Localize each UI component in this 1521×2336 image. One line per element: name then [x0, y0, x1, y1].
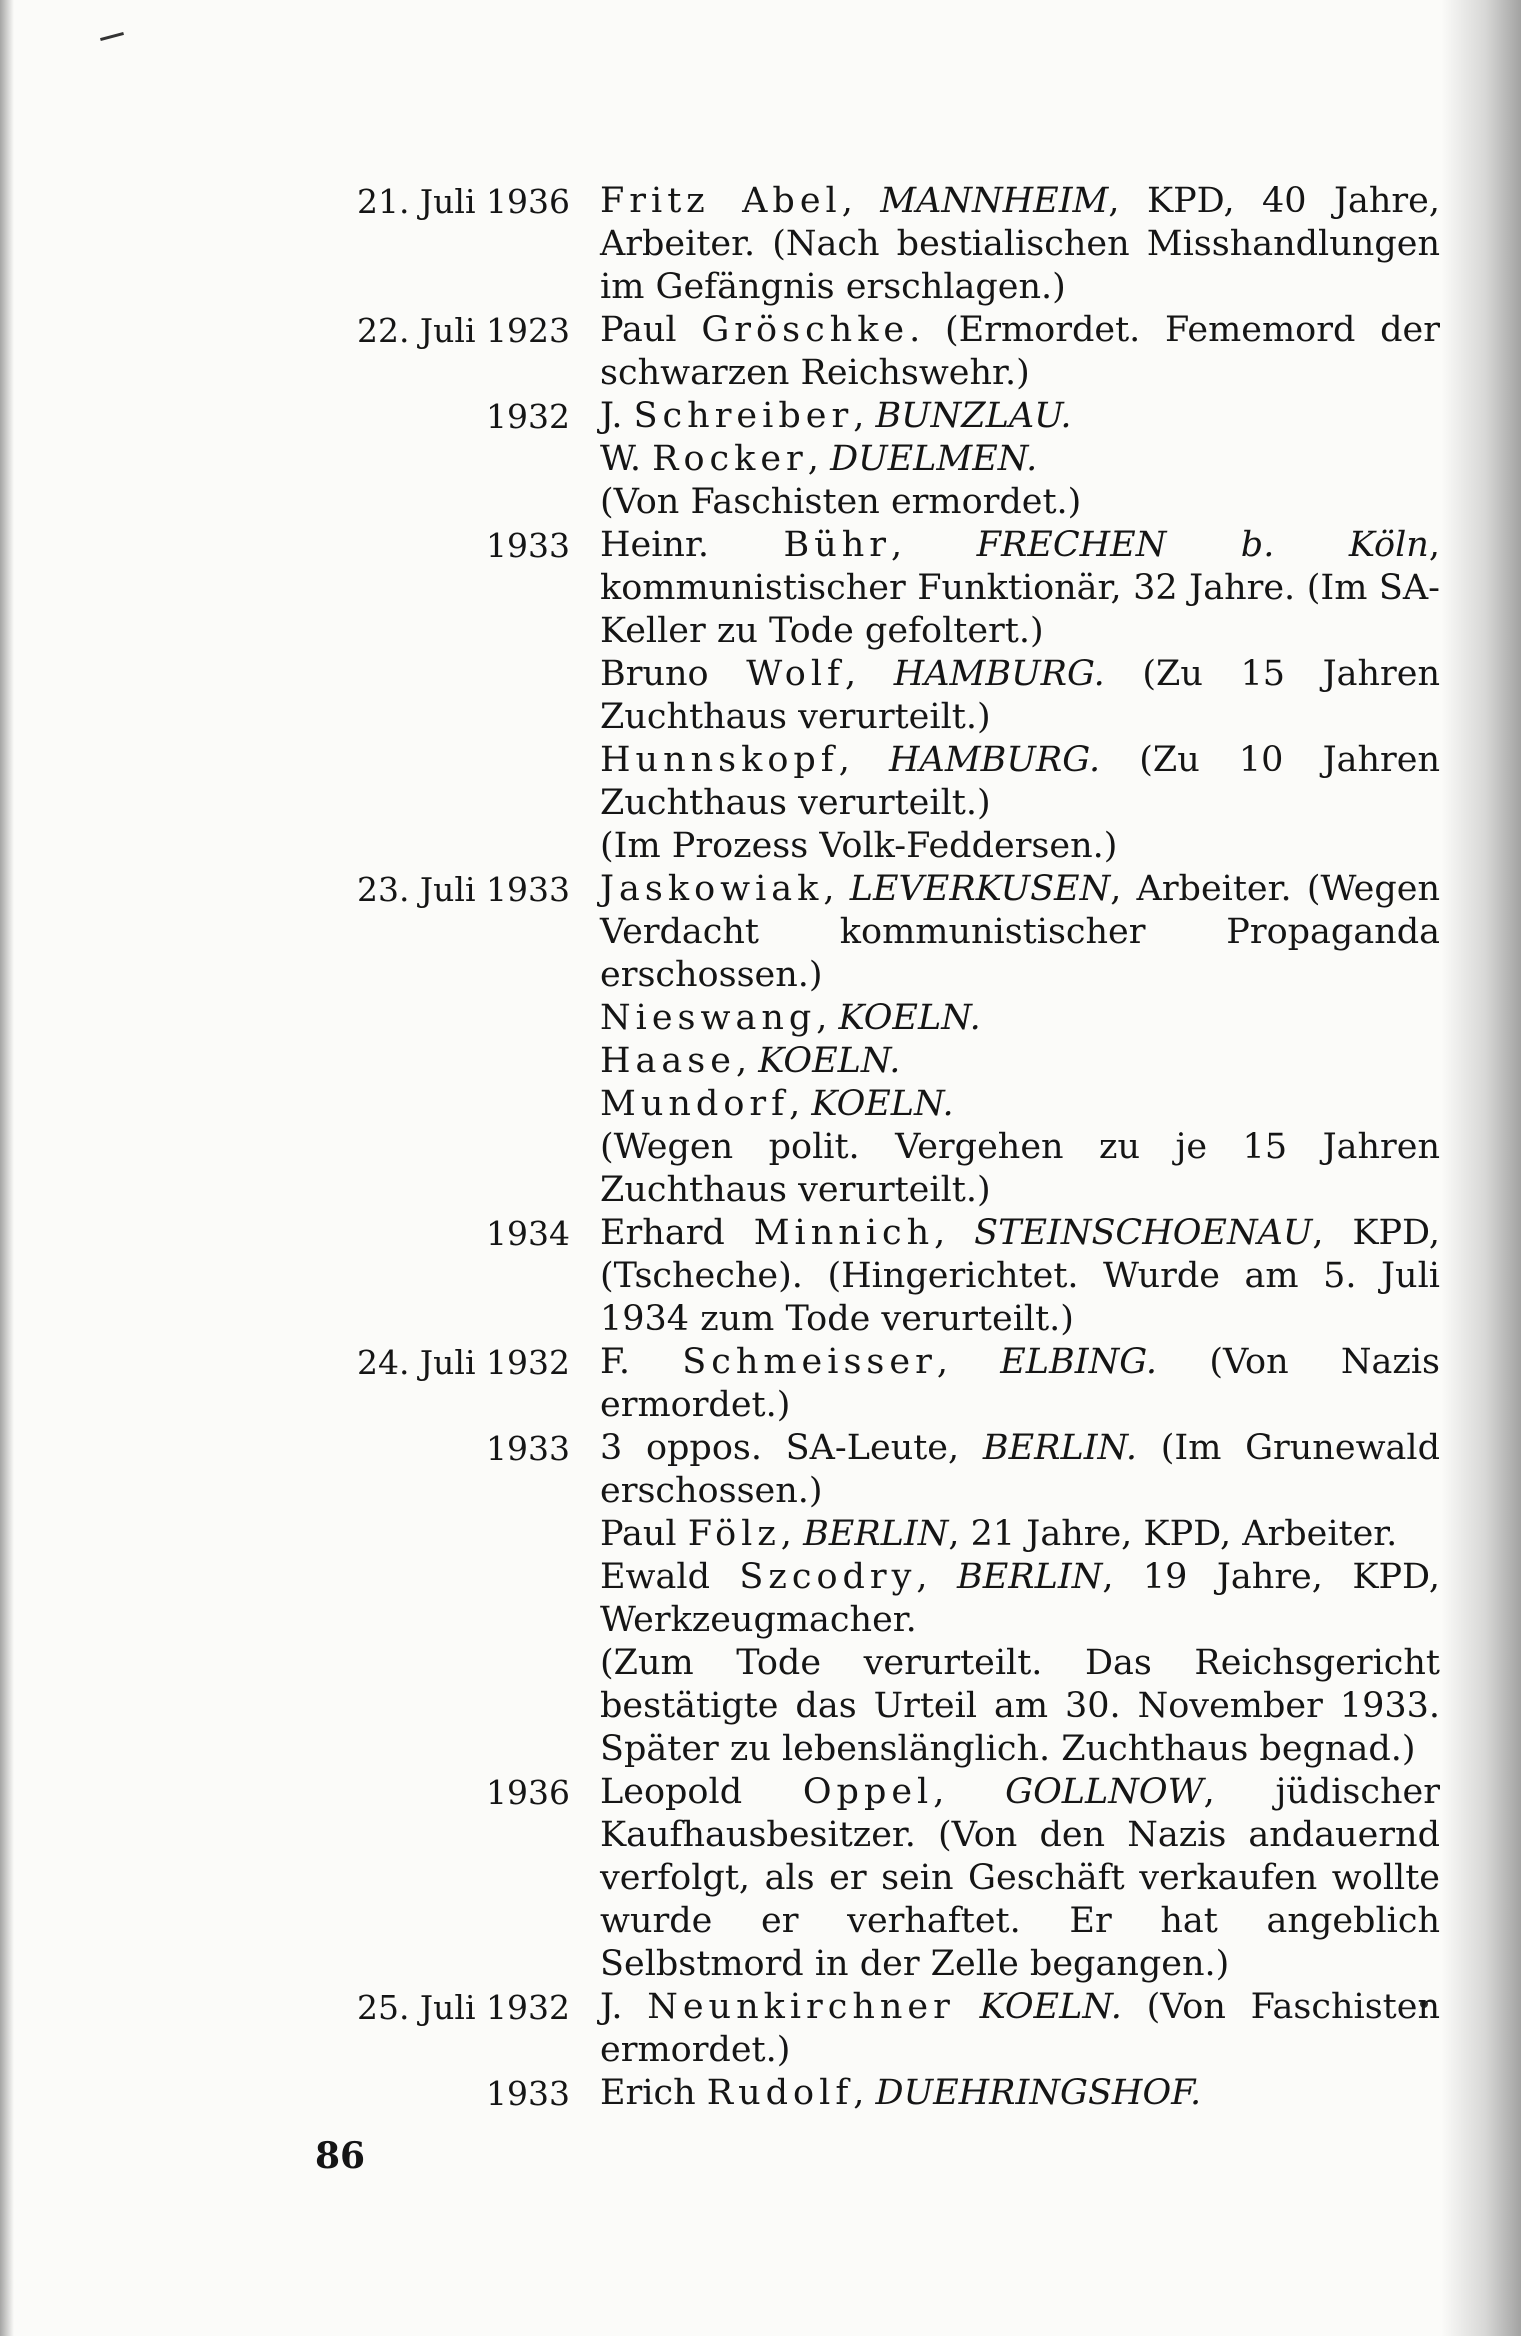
- entry-text-fragment: ,: [891, 525, 977, 565]
- entry-text-fragment: 3 oppos. SA-Leute,: [600, 1428, 983, 1468]
- entry-text: [600, 1513, 1440, 1556]
- entry-text-fragment: ,: [823, 869, 850, 909]
- entry-text-fragment: Erhard: [600, 1213, 754, 1253]
- chronicle-entry: [290, 1126, 1450, 1212]
- chronicle-entry: [290, 1083, 1450, 1126]
- entry-text: [600, 1771, 1440, 1986]
- entry-text-fragment: (Wegen polit. Vergehen zu je 15 Jahren Zuchthaus verurteilt.): [600, 1127, 1440, 1210]
- entry-text: [600, 1212, 1440, 1341]
- place-name: ELBING.: [1000, 1342, 1158, 1382]
- entry-text-fragment: Bruno: [600, 654, 747, 694]
- chronicle-entry: [290, 395, 1450, 438]
- entry-text-fragment: ,: [789, 1084, 812, 1124]
- chronicle-entry: [290, 739, 1450, 825]
- entry-text-fragment: (Von Nazis ermordet.): [600, 1342, 1440, 1425]
- entry-text-fragment: , 19 Jahre, KPD, Werkzeugmacher.: [600, 1557, 1440, 1640]
- chronicle-entry: [290, 1771, 1450, 1986]
- entry-date: 1936: [486, 1773, 570, 1812]
- entry-text: [600, 438, 1440, 481]
- place-name: HAMBURG.: [893, 654, 1105, 694]
- entry-text: [600, 309, 1440, 395]
- person-name: Minnich: [753, 1213, 935, 1253]
- entry-text-fragment: ,: [853, 2073, 876, 2113]
- chronicle-entry: [290, 2072, 1450, 2115]
- entry-date: 1934: [486, 1214, 570, 1253]
- entry-text: [600, 1341, 1440, 1427]
- place-name: BERLIN.: [982, 1428, 1138, 1468]
- place-name: GOLLNOW: [1005, 1772, 1204, 1812]
- scan-edge-right: [1441, 0, 1521, 2336]
- chronicle-entry: [290, 1556, 1450, 1642]
- entry-text: [600, 997, 1440, 1040]
- entry-date: 1933: [486, 2074, 570, 2113]
- entry-text-fragment: [955, 1987, 980, 2027]
- entry-text-fragment: , kommunistischer Funktionär, 32 Jahre. (Im SA-Keller zu Tode gefoltert.): [600, 525, 1440, 651]
- entry-text: [600, 1126, 1440, 1212]
- chronicle-entry: [290, 868, 1450, 997]
- entry-text-fragment: . (Ermordet. Fememord der schwarzen Reichswehr.): [600, 310, 1440, 393]
- person-name: Rocker: [652, 439, 808, 479]
- page-number: 86: [315, 2135, 366, 2177]
- place-name: DUELMEN.: [830, 439, 1038, 479]
- chronicle-entry: [290, 653, 1450, 739]
- entry-text-fragment: J.: [600, 396, 634, 436]
- entry-text: [600, 1642, 1440, 1771]
- entry-text-fragment: Erich: [600, 2073, 707, 2113]
- entry-text-fragment: , Arbeiter. (Wegen Verdacht kommunistischer Propaganda erschossen.): [600, 869, 1440, 995]
- place-name: BUNZLAU.: [875, 396, 1072, 436]
- entry-text-fragment: ,: [841, 181, 881, 221]
- person-name: Hunnskopf: [600, 740, 839, 780]
- chronicle-entry: [290, 825, 1450, 868]
- chronicle-entry: [290, 1986, 1450, 2072]
- entry-text-fragment: (Im Prozess Volk-Feddersen.): [600, 826, 1118, 866]
- entry-text: [600, 868, 1440, 997]
- entry-date: 1932: [486, 397, 570, 436]
- entry-text-fragment: , KPD, (Tscheche). (Hingerichtet. Wurde am 5. Juli 1934 zum Tode verurteilt.): [600, 1213, 1440, 1339]
- entry-text: [600, 1427, 1440, 1513]
- entry-text-fragment: ,: [933, 1772, 1006, 1812]
- entry-text-fragment: , KPD, 40 Jahre, Arbeiter. (Nach bestialischen Misshandlungen im Gefängnis erschlagen.): [600, 181, 1440, 307]
- entry-text-fragment: ,: [845, 654, 894, 694]
- entry-text: [600, 395, 1440, 438]
- chronicle-entry: [290, 997, 1450, 1040]
- entry-text: [600, 481, 1440, 524]
- scan-edge-left: [0, 0, 14, 2336]
- entry-text: [600, 2072, 1440, 2115]
- place-name: KOELN.: [811, 1084, 954, 1124]
- entry-date: 22. Juli 1923: [356, 311, 570, 350]
- entry-text: [600, 1083, 1440, 1126]
- entry-text-fragment: (Zu 10 Jahren Zuchthaus verurteilt.): [600, 740, 1440, 823]
- person-name: Bühr: [783, 525, 892, 565]
- place-name: KOELN.: [979, 1987, 1122, 2027]
- place-name: MANNHEIM: [880, 181, 1109, 221]
- place-name: KOELN.: [758, 1041, 901, 1081]
- entry-text-fragment: , jüdischer Kaufhausbesitzer. (Von den Nazis andauernd verfolgt, als er sein Geschäft verkaufen wollte wurde er verhaftet. Er hat angeblich Selbstmord in der Zelle begangen.): [600, 1772, 1440, 1984]
- entry-text-fragment: Paul: [600, 310, 702, 350]
- chronicle-entry: [290, 180, 1450, 309]
- entry-text-fragment: ,: [853, 396, 876, 436]
- entry-date: 1933: [486, 526, 570, 565]
- place-name: KOELN.: [838, 998, 981, 1038]
- entry-text-fragment: ,: [916, 1557, 957, 1597]
- entry-text-fragment: Paul: [600, 1514, 688, 1554]
- entry-text-fragment: J.: [600, 1987, 648, 2027]
- place-name: HAMBURG.: [889, 740, 1101, 780]
- entry-date: 21. Juli 1936: [356, 182, 570, 221]
- entry-text-fragment: ,: [780, 1514, 804, 1554]
- place-name: LEVERKUSEN: [849, 869, 1111, 909]
- person-name: Fritz Abel: [600, 181, 842, 221]
- scan-speck: [100, 32, 124, 41]
- entry-text-fragment: (Zum Tode verurteilt. Das Reichsgericht bestätigte das Urteil am 30. November 1933. Später zu lebenslänglich. Zuchthaus begnad.): [600, 1643, 1440, 1769]
- person-name: Jaskowiak: [600, 869, 824, 909]
- entry-text-fragment: , 21 Jahre, KPD, Arbeiter.: [948, 1514, 1398, 1554]
- person-name: Gröschke: [701, 310, 910, 350]
- entry-text-fragment: ,: [816, 998, 839, 1038]
- entry-text-fragment: ,: [807, 439, 831, 479]
- entry-text: [600, 825, 1440, 868]
- place-name: BERLIN: [957, 1557, 1103, 1597]
- entry-text-fragment: F.: [600, 1342, 683, 1382]
- person-name: Rudolf: [706, 2073, 854, 2113]
- entry-text-fragment: (Von Faschisten ermordet.): [600, 1987, 1440, 2070]
- chronicle-entry: [290, 1427, 1450, 1513]
- entry-text: [600, 524, 1440, 653]
- chronicle-entry: [290, 1513, 1450, 1556]
- person-name: Haase: [600, 1041, 736, 1081]
- chronicle-entry: [290, 524, 1450, 653]
- entry-text-fragment: Ewald: [600, 1557, 740, 1597]
- person-name: Szcodry: [739, 1557, 917, 1597]
- person-name: Schreiber: [633, 396, 854, 436]
- chronicle-entry: [290, 1341, 1450, 1427]
- entry-text-fragment: ,: [934, 1213, 975, 1253]
- document-page: [290, 180, 1450, 2115]
- person-name: Fölz: [687, 1514, 781, 1554]
- entry-date: 1933: [486, 1429, 570, 1468]
- entry-date: 24. Juli 1932: [356, 1343, 570, 1382]
- entry-text-fragment: (Zu 15 Jahren Zuchthaus verurteilt.): [600, 654, 1440, 737]
- entry-date: 25. Juli 1932: [356, 1988, 570, 2027]
- chronicle-entry: [290, 1212, 1450, 1341]
- place-name: BERLIN: [803, 1514, 949, 1554]
- person-name: Schmeisser: [682, 1342, 937, 1382]
- entry-text: [600, 1040, 1440, 1083]
- chronicle-entry: [290, 309, 1450, 395]
- entry-text-fragment: Heinr.: [600, 525, 784, 565]
- person-name: Mundorf: [600, 1084, 790, 1124]
- entry-text-fragment: ,: [735, 1041, 759, 1081]
- chronicle-entry: [290, 481, 1450, 524]
- person-name: Neunkirchner: [647, 1987, 955, 2027]
- entry-text-fragment: ,: [838, 740, 890, 780]
- chronicle-entry: [290, 1040, 1450, 1083]
- entry-text: [600, 1986, 1440, 2072]
- entry-text: [600, 1556, 1440, 1642]
- chronicle-entry: [290, 438, 1450, 481]
- place-name: STEINSCHOENAU: [974, 1213, 1313, 1253]
- entry-text-fragment: W.: [600, 439, 653, 479]
- person-name: Oppel: [802, 1772, 934, 1812]
- person-name: Wolf: [746, 654, 846, 694]
- entry-text-fragment: (Von Faschisten ermordet.): [600, 482, 1082, 522]
- entry-text-fragment: Leopold: [600, 1772, 803, 1812]
- chronicle-entry: [290, 1642, 1450, 1771]
- entry-text: [600, 739, 1440, 825]
- entry-text: [600, 653, 1440, 739]
- entry-text-fragment: (Im Grunewald erschossen.): [600, 1428, 1440, 1511]
- place-name: DUEHRINGSHOF.: [875, 2073, 1202, 2113]
- person-name: Nieswang: [600, 998, 817, 1038]
- place-name: FRECHEN b. Köln: [976, 525, 1429, 565]
- entry-date: 23. Juli 1933: [356, 870, 570, 909]
- entry-text: [600, 180, 1440, 309]
- entry-text-fragment: ,: [936, 1342, 1001, 1382]
